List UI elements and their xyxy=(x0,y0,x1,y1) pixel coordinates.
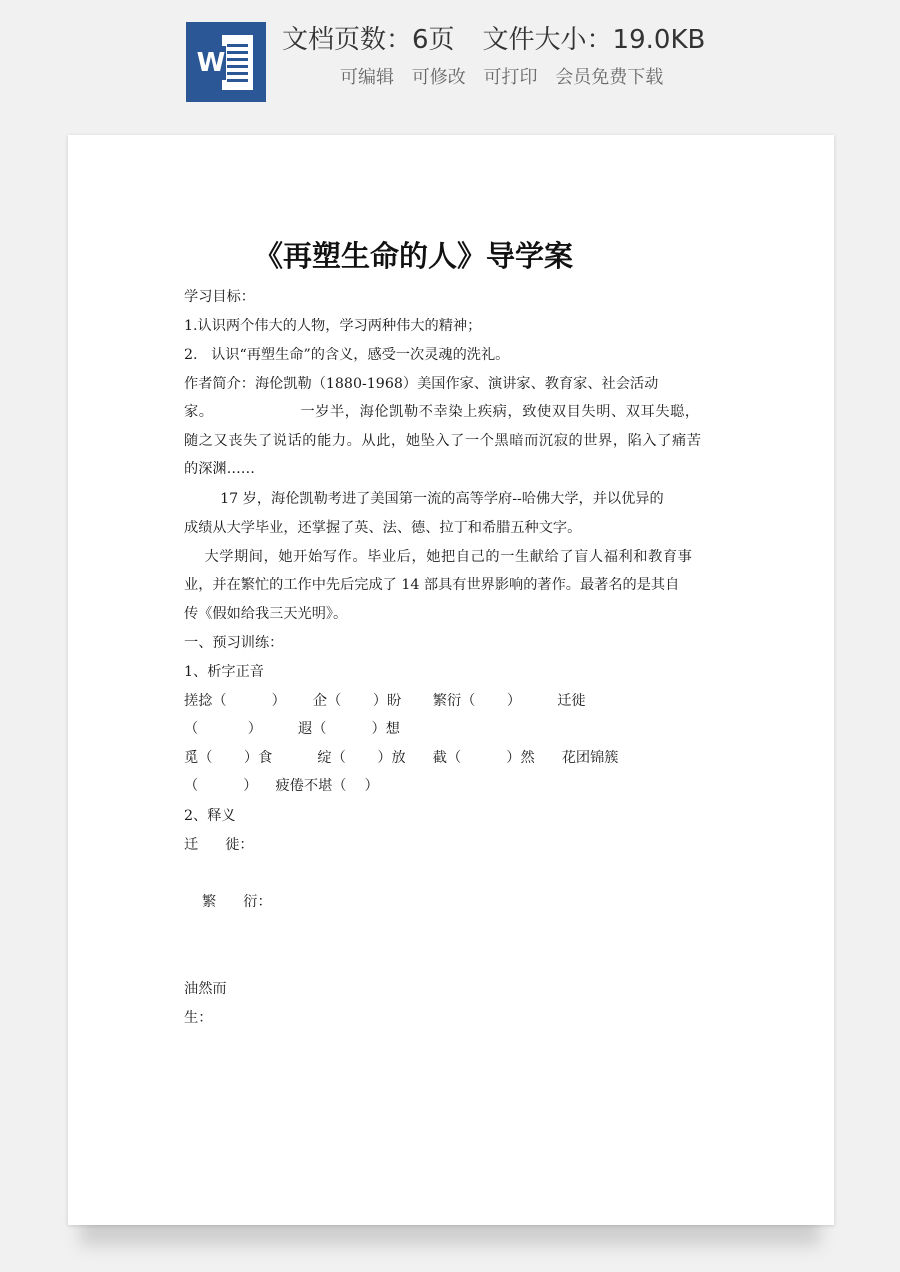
word-doc-page-shape xyxy=(222,35,253,90)
doc-line: 2. 认识“再塑生命”的含义，感受一次灵魂的洗礼。 xyxy=(184,347,510,363)
doc-line: 一、预习训练： xyxy=(184,635,284,651)
doc-line: 的深渊…… xyxy=(184,461,255,477)
doc-line: 传《假如给我三天光明》。 xyxy=(184,606,348,622)
doc-line: 油然而 xyxy=(184,981,227,997)
file-meta xyxy=(282,20,705,60)
doc-line: 2、释义 xyxy=(184,808,236,824)
doc-line: （ ） 疲倦不堪（ ） xyxy=(184,778,379,794)
doc-line: 17 岁，海伦凯勒考进了美国第一流的高等学府--哈佛大学，并以优异的 xyxy=(184,491,664,507)
feature-printable: 可打印 xyxy=(483,67,538,88)
word-doc-icon xyxy=(186,22,266,102)
feature-modifiable: 可修改 xyxy=(411,67,466,88)
doc-line: 学习目标： xyxy=(184,289,255,305)
doc-line: 家。 一岁半，海伦凯勒不幸染上疾病，致使双目失明、双耳失聪， xyxy=(184,404,700,420)
doc-line: 搓捻（ ） 企（ ）盼 繁衍（ ） 迁徙 xyxy=(184,693,586,709)
doc-line: （ ） 遐（ ）想 xyxy=(184,721,400,737)
feature-free-download: 会员免费下载 xyxy=(555,67,664,88)
doc-line: 作者简介：海伦凯勒（1880-1968）美国作家、演讲家、教育家、社会活动 xyxy=(184,376,659,392)
doc-line: 迁 徙： xyxy=(184,837,254,853)
document-title: 《再塑生命的人》导学案 xyxy=(254,239,574,273)
document-info-header xyxy=(0,0,900,120)
page-count: 文档页数：6页 xyxy=(282,25,455,55)
feature-list xyxy=(340,64,675,92)
document-page xyxy=(68,135,834,1225)
doc-line: 生： xyxy=(184,1010,213,1026)
doc-line: 1.认识两个伟大的人物，学习两种伟大的精神； xyxy=(184,318,482,334)
doc-line: 觅（ ）食 绽（ ）放 截（ ）然 花团锦簇 xyxy=(184,750,619,766)
word-letter: W xyxy=(196,48,226,78)
doc-line: 随之又丧失了说话的能力。从此，她坠入了一个黑暗而沉寂的世界，陷入了痛苦 xyxy=(184,433,702,449)
file-size: 文件大小：19.0KB xyxy=(482,25,706,55)
doc-line: 成绩从大学毕业，还掌握了英、法、德、拉丁和希腊五种文字。 xyxy=(184,520,582,536)
doc-line: 大学期间，她开始写作。毕业后，她把自己的一生献给了盲人福利和教育事 xyxy=(184,549,693,565)
doc-line: 1、析字正音 xyxy=(184,664,264,680)
doc-line: 业，并在繁忙的工作中先后完成了 14 部具有世界影响的著作。最著名的是其自 xyxy=(184,577,680,593)
feature-editable: 可编辑 xyxy=(340,67,394,88)
doc-line: 繁 衍： xyxy=(184,894,272,910)
